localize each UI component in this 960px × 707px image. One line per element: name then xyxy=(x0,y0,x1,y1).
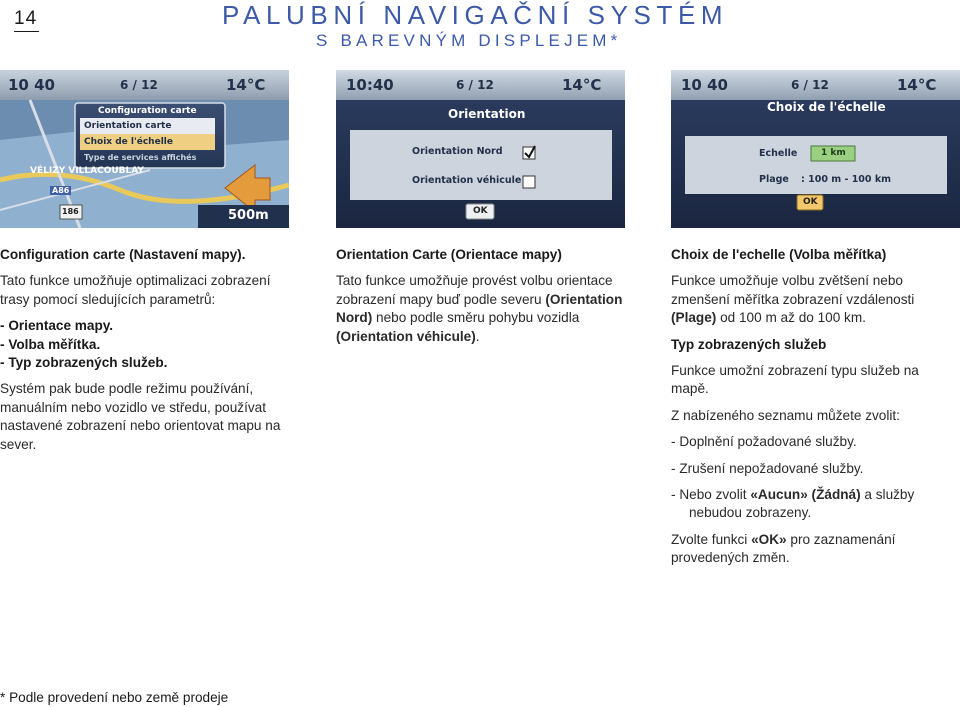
section-title: Orientation Carte (Orientace mapy) xyxy=(336,247,562,262)
menu-title: Configuration carte xyxy=(98,106,197,116)
scale-label: Echelle xyxy=(759,148,798,159)
temperature-readout: 14°C xyxy=(226,76,266,94)
menu-item-scale[interactable]: Choix de l'échelle xyxy=(84,137,173,147)
scale-value-field[interactable]: 1 km xyxy=(821,148,846,158)
menu-item-orientation[interactable]: Orientation carte xyxy=(84,121,172,131)
ok-button[interactable]: OK xyxy=(473,206,488,216)
ok-button[interactable]: OK xyxy=(803,197,818,207)
list-item: - Zrušení nepožadované služby. xyxy=(671,460,864,476)
section-title: Choix de l'echelle (Volba měřítka) xyxy=(671,247,887,262)
date-readout: 6 / 12 xyxy=(791,78,829,92)
range-value: : 100 m - 100 km xyxy=(801,174,892,185)
road-label: A86 xyxy=(52,186,70,195)
page-number: 14 xyxy=(14,8,39,32)
distance-readout: 500m xyxy=(228,208,269,223)
dialog-title: Orientation xyxy=(448,107,526,121)
body-paragraph: Z nabízeného seznamu můžete zvolit: xyxy=(671,407,900,423)
screen-map-configuration xyxy=(0,70,289,228)
map-place-label: VÉLIZY VILLACOUBLAY xyxy=(30,166,144,176)
clock-readout: 10 40 xyxy=(681,76,728,94)
list-item: - Volba měřítka. xyxy=(0,336,101,352)
list-item: - Nebo zvolit «Aucun» (Žádná) a služby nebudou zobrazeny. xyxy=(671,487,915,521)
option-orientation-nord[interactable]: Orientation Nord xyxy=(412,146,503,157)
screen-orientation-dialog xyxy=(336,70,625,228)
body-paragraph: Funkce umožní zobrazení typu služeb na mapě. xyxy=(671,363,919,397)
footnote: * Podle provedení nebo země prodeje xyxy=(0,690,229,705)
clock-readout: 10 40 xyxy=(8,76,55,94)
clock-readout: 10:40 xyxy=(346,76,394,94)
body-paragraph: Systém pak bude podle režimu používání, manuálním nebo vozidlo ve středu, používat nastavené zobrazení nebo orientovat mapu na sever. xyxy=(0,381,281,452)
page-subtitle: S BAREVNÝM DISPLEJEM* xyxy=(316,31,622,50)
section-title: Typ zobrazených služeb xyxy=(671,336,827,352)
screen-scale-dialog xyxy=(671,70,960,228)
date-readout: 6 / 12 xyxy=(120,78,158,92)
column-scale xyxy=(671,246,960,568)
date-readout: 6 / 12 xyxy=(456,78,494,92)
intro-paragraph: Tato funkce umožňuje optimalizaci zobrazení trasy pomocí sledujících parametrů: xyxy=(0,273,271,307)
list-item: - Doplnění požadované služby. xyxy=(671,434,857,450)
temperature-readout: 14°C xyxy=(897,76,937,94)
temperature-readout: 14°C xyxy=(562,76,602,94)
list-item: - Orientace mapy. xyxy=(0,318,114,334)
range-label: Plage xyxy=(759,174,789,185)
column-orientation xyxy=(336,246,628,346)
body-paragraph: Funkce umožňuje volbu zvětšení nebo zmenšení měřítka zobrazení vzdálenosti (Plage) od 100 m až do 100 km. xyxy=(671,273,915,326)
body-paragraph: Zvolte funkci «OK» pro zaznamenání provedených změn. xyxy=(671,531,896,566)
dialog-title: Choix de l'échelle xyxy=(767,100,886,114)
option-orientation-vehicule[interactable]: Orientation véhicule xyxy=(412,175,522,186)
road-number-label: 186 xyxy=(62,207,79,216)
menu-item-services[interactable]: Type de services affichés xyxy=(84,153,197,162)
body-paragraph: Tato funkce umožňuje provést volbu orientace zobrazení mapy buď podle severu (Orientation Nord) nebo podle směru pohybu vozidla (Orientation véhicule). xyxy=(336,273,623,344)
page-title: PALUBNÍ NAVIGAČNÍ SYSTÉM xyxy=(222,0,729,30)
list-item: - Typ zobrazených služeb. xyxy=(0,355,168,371)
section-title: Configuration carte (Nastavení mapy). xyxy=(0,247,246,262)
column-map-configuration xyxy=(0,246,292,454)
